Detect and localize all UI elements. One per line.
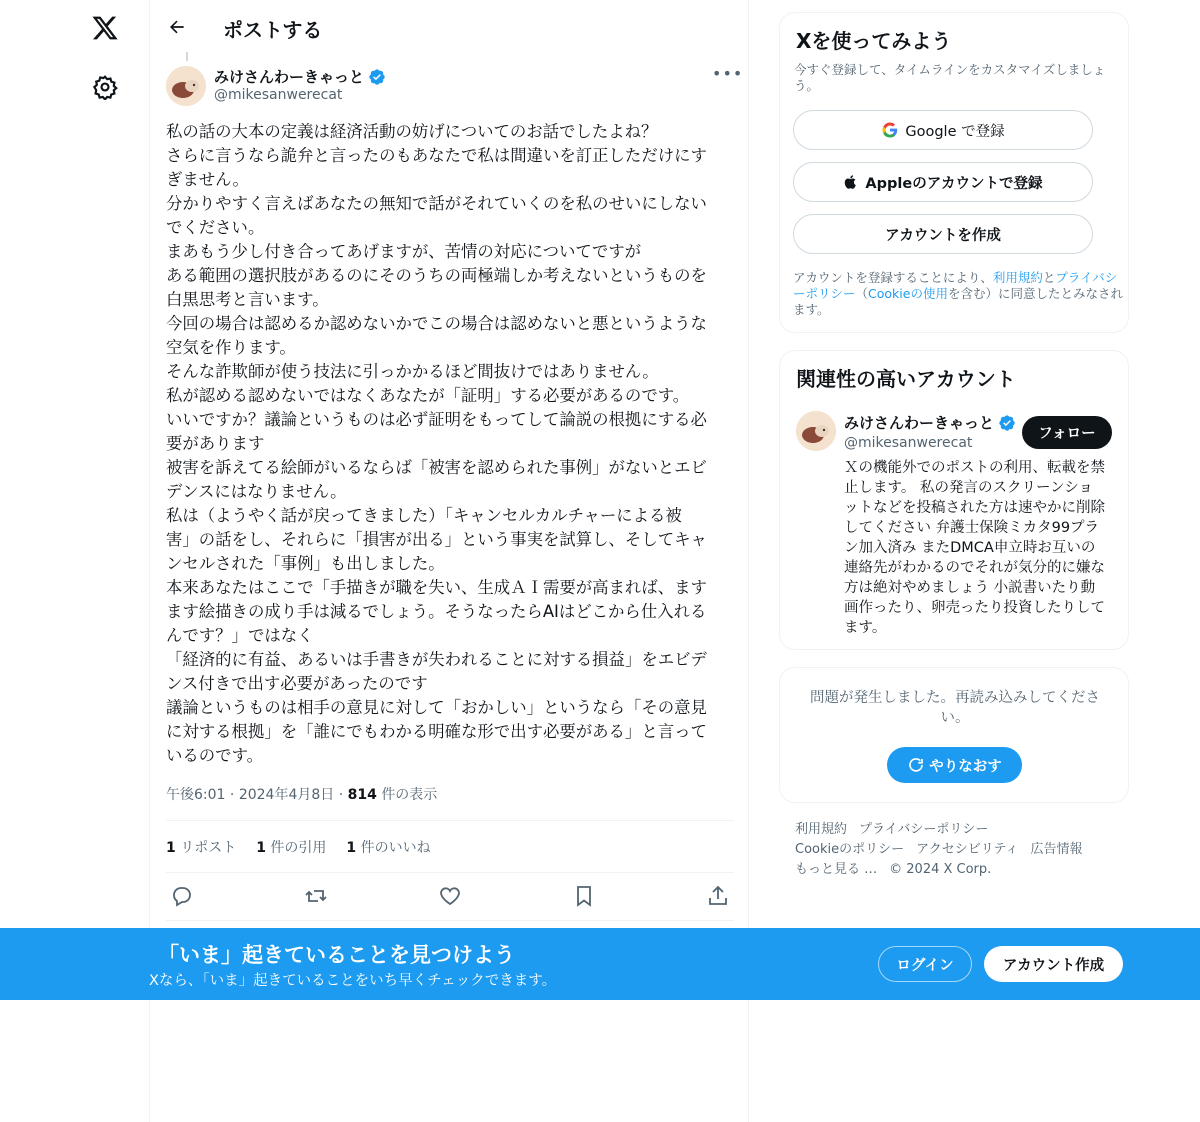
views-label: 件の表示: [381, 787, 438, 803]
apple-signup-label: Appleのアカウントで登録: [865, 175, 1043, 192]
signup-subtitle: 今すぐ登録して、タイムラインをカスタマイズしましょう。: [794, 62, 1106, 93]
retry-label: やりなおす: [929, 758, 1002, 775]
related-accounts-card: [779, 350, 1129, 650]
tweet-meta: 午後6:01 · 2024年4月8日 · 814 件の表示: [166, 787, 438, 803]
apple-icon: [843, 173, 859, 191]
gear-icon[interactable]: [92, 74, 118, 100]
signup-legal-text: [793, 270, 1123, 318]
related-account-bio: Ｘの機能外でのポストの利用、転載を禁止します。 私の発言のスクリーンショットなどを投稿された方は速やかに削除してください 弁護士保険ミカタ99プラン加入済み またDMCA申立時お互いの連絡先がわかるのでそれが気分的に嫌な方は絶対やめましょう 小説書いたり動画作ったり、卵売ったり投資したりしてます。: [844, 460, 1105, 636]
quotes-label: 件の引用: [270, 840, 327, 856]
like-icon[interactable]: [438, 884, 462, 908]
follow-button[interactable]: フォロー: [1022, 416, 1112, 449]
avatar[interactable]: [166, 66, 206, 106]
signup-card: [779, 12, 1129, 333]
tweet-text: 私の話の大本の定義は経済活動の妨げについてのお話でしたよね？ さらに言うなら詭弁と言ったのもあなたで私は間違いを訂正しただけにす ぎません。 分かりやすく言えばあなたの無知で話がそれていくのを私のせいにしない でください。 まあもう少し付き合ってあげますが、苦情の対応についてですが ある範囲の選択肢があるのにそのうちの両極端しか考えないというものを 白黒思考と言います。 今回の場合は認めるか認めないかでこの場合は認めないと悪というような 空気を作ります。 そんな詐欺師が使う技法に引っかかるほど間抜けではありません。 私が認める認めないではなくあなたが「証明」する必要があるのです。 いいですか？議論というものは必ず証明をもってして論説の根拠にする必 要があります 被害を訴えてる絵師がいるならば「被害を認められた事例」がないとエビ デンスにはなりません。 私は（ようやく話が戻ってきました）「キャンセルカルチャーによる被 害」の話をし、それらに「損害が出る」という事実を試算し、そしてキャ ンセルされた「事例」も出しました。 本来あなたはここで「手描きが職を失い、生成ＡＩ需要が高まれば、ます ます絵描きの成り手は減るでしょう。そうなったらAIはどこから仕入れる んです？」ではなく 「経済的に有益、あるいは手書きが失われることに対する損益」をエビデ ンス付きで出す必要があったのです 議論というものは相手の意見に対して「おかしい」というなら「その意見 に対する根拠」を「誰にでもわかる明確な形で出す必要がある」と言って いるのです。: [166, 122, 707, 765]
signup-banner: [0, 928, 1200, 1000]
legal-paren: （: [855, 286, 869, 301]
page-title: ポストする: [223, 18, 323, 42]
google-icon: [881, 121, 899, 139]
tweet-stats: [166, 837, 431, 857]
likes-stat[interactable]: [346, 837, 430, 857]
footer-link-more[interactable]: もっと見る …: [795, 862, 878, 877]
page-header: [150, 0, 748, 54]
refresh-icon: [907, 756, 925, 774]
banner-title: 「いま」起きていることを見つけよう: [158, 943, 515, 967]
retry-button[interactable]: [887, 747, 1022, 783]
likes-count: 1: [346, 840, 357, 856]
footer-links: [795, 820, 1115, 880]
tweet-date[interactable]: 2024年4月8日: [238, 787, 335, 803]
verified-badge-icon: [998, 414, 1016, 432]
google-signup-button[interactable]: [793, 110, 1093, 150]
share-icon[interactable]: [706, 884, 730, 908]
repost-icon[interactable]: [304, 884, 328, 908]
legal-suffix: を含む）に同意したとみなされます。: [793, 286, 1123, 317]
quotes-count: 1: [256, 840, 266, 856]
divider: [166, 872, 734, 873]
login-button[interactable]: ログイン: [878, 946, 972, 982]
create-account-banner-button[interactable]: アカウント作成: [984, 946, 1123, 982]
related-name-text: みけさんわーきゃっと: [844, 414, 995, 432]
likes-label: 件のいいね: [360, 840, 431, 856]
apple-signup-button[interactable]: [793, 162, 1093, 202]
banner-subtitle: Xなら、「いま」起きていることをいち早くチェックできます。: [149, 973, 557, 989]
author-name[interactable]: [214, 66, 386, 87]
related-title: 関連性の高いアカウント: [796, 367, 1016, 391]
divider: [166, 820, 734, 821]
footer-copyright: © 2024 X Corp.: [889, 862, 992, 877]
thread-line: [186, 52, 188, 61]
legal-and: と: [1042, 270, 1056, 285]
footer-link-ads[interactable]: 広告情報: [1030, 842, 1083, 857]
create-account-button[interactable]: [793, 214, 1093, 254]
tweet-time[interactable]: 午後6:01: [166, 787, 226, 803]
footer-link-privacy[interactable]: プライバシーポリシー: [859, 822, 989, 837]
privacy-link[interactable]: プライバシーポリシー: [793, 270, 1118, 301]
legal-prefix: アカウントを登録することにより、: [793, 270, 993, 285]
avatar[interactable]: [796, 411, 836, 451]
bookmark-icon[interactable]: [572, 884, 596, 908]
verified-badge-icon: [368, 68, 386, 86]
reply-icon[interactable]: [170, 884, 194, 908]
tweet-author: [166, 64, 744, 108]
back-button[interactable]: [164, 14, 190, 40]
reposts-stat[interactable]: [166, 837, 236, 857]
author-handle[interactable]: @mikesanwerecat: [214, 87, 343, 103]
signup-title: Xを使ってみよう: [796, 29, 952, 53]
more-icon[interactable]: •••: [712, 64, 744, 83]
google-signup-label: Google で登録: [905, 123, 1005, 140]
create-account-label: アカウントを作成: [885, 227, 1001, 244]
related-account-name[interactable]: [844, 412, 1016, 433]
reposts-count: 1: [166, 840, 176, 856]
back-arrow-icon: [167, 17, 187, 37]
views-count: 814: [347, 787, 377, 803]
reposts-label: リポスト: [180, 840, 237, 856]
cookie-link[interactable]: Cookieの使用: [868, 286, 948, 301]
tweet-actions: [166, 884, 734, 908]
footer-link-terms[interactable]: 利用規約: [795, 822, 848, 837]
terms-link[interactable]: 利用規約: [992, 270, 1043, 285]
footer-link-cookie[interactable]: Cookieのポリシー: [795, 842, 905, 857]
author-name-text: みけさんわーきゃっと: [214, 68, 365, 86]
divider: [166, 920, 734, 921]
error-card: [779, 667, 1129, 803]
error-message: 問題が発生しました。再読み込みしてください。: [810, 690, 1100, 726]
related-account-handle[interactable]: @mikesanwerecat: [844, 435, 973, 451]
x-logo-icon[interactable]: [90, 14, 120, 42]
quotes-stat[interactable]: [256, 837, 326, 857]
footer-link-accessibility[interactable]: アクセシビリティ: [916, 842, 1019, 857]
